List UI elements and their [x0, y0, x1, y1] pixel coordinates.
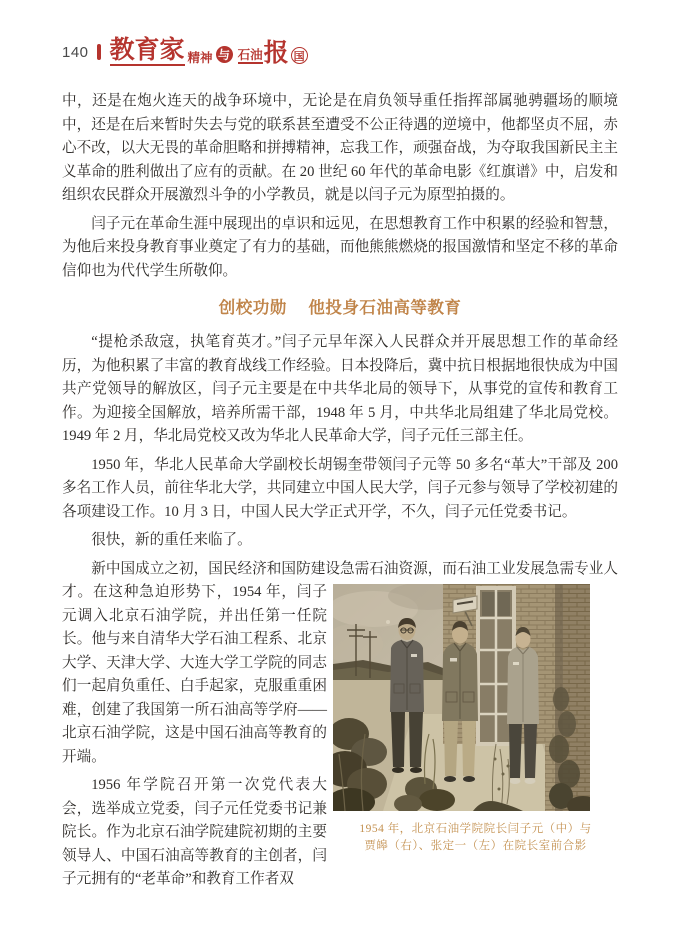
logo-text-shiyou: 石油	[238, 49, 263, 65]
paragraph-3: “提枪杀敌寇，执笔育英才。”闫子元早年深入人民群众并开展思想工作的革命经历，为他积累了丰富的教育战线工作经验。日本投降后，冀中抗日根据地很快成为中国共产党领导的解放区，闫子元主要是在中共华北局的领导下，从事党的宣传和教育工作。为迎接全国解放，培养所需干部，1948 年 5 月，中共华北局组建了华北局党校。1949 年 2 月，华北局党校又改为华北人民革命大学，闫子元任三部主任。	[62, 334, 618, 444]
page-number: 140	[62, 43, 89, 61]
book-series-logo	[110, 38, 308, 66]
photo-caption	[333, 821, 618, 854]
header-divider-bar	[97, 44, 101, 60]
paragraph-7: 1956 年学院召开第一次党代表大会，选举成立党委，闫子元任党委书记兼院长。作为北京石油学院建院初期的主要领导人、中国石油高等教育的主创者，闫子元拥有的“老革命”和教育工作者双	[62, 777, 327, 887]
logo-text-jiaoyujia: 教育家	[109, 37, 185, 64]
logo-text-jingshen: 精神	[187, 50, 213, 65]
logo-circle-yu: 与	[216, 46, 233, 63]
paragraph-4: 1950 年，华北人民革命大学副校长胡锡奎带领闫子元等 50 多名“革大”干部及 200 多名工作人员，前往华北大学，共同建立中国人民大学，闫子元参与领导了学校初建的各项建设工作。10 月 3 日，中国人民大学正式开学，不久，闫子元任党委书记。	[62, 456, 618, 520]
photo-caption-line2: 贾皞（右）、张定一（左）在院长室前合影	[364, 839, 587, 852]
photo-caption-line1: 1954 年，北京石油学院院长闫子元（中）与	[359, 823, 592, 835]
page-content	[62, 90, 618, 892]
paragraph-1: 中，还是在炮火连天的战争环境中，无论是在肩负领导重任指挥部属驰骋疆场的顺境中，还是在后来暂时失去与党的联系甚至遭受不公正待遇的逆境中，他都坚贞不屈，赤心不改，以大无畏的革命胆略和拼搏精神，忘我工作，顽强奋战，为夺取我国新民主主义革命的胜利做出了应有的贡献。在 20 世纪 60 年代的革命电影《红旗谱》中，启发和组织农民群众开展激烈斗争的小学教员，就是以闫子元为原型拍摄的。	[62, 93, 618, 203]
sepia-tone-overlay	[333, 584, 590, 811]
logo-text-bao: 报	[263, 40, 289, 67]
historic-photo	[333, 584, 590, 811]
paragraph-2: 闫子元在革命生涯中展现出的卓识和远见，在思想教育工作中积累的经验和智慧，为他后来投身教育事业奠定了有力的基础，而他熊熊燃烧的报国激情和坚定不移的革命信仰也为代代学生所敬仰。	[62, 215, 618, 279]
paragraph-6-body: 在这种急迫形势下，1954 年，闫子元调入北京石油学院，并出任第一任院长。他与来自清华大学石油工程系、北京大学、天津大学、大连大学工学院的同志们一起肩负重任、白手起家，克服重重困难，创建了我国第一所石油高等学府——北京石油学院，这是中国石油高等教育的开端。	[62, 584, 327, 765]
paragraph-6-intro: 新中国成立之初，国民经济和国防建设急需石油资源，而石油工业发展急需专业人才。	[62, 560, 618, 600]
paragraph-5: 很快，新的重任来临了。	[91, 532, 252, 548]
page-header	[62, 36, 618, 68]
photo-figure	[333, 584, 618, 854]
logo-ring-guo: 国	[291, 47, 308, 64]
section-heading: 创校功勋 他投身石油高等教育	[218, 298, 462, 317]
